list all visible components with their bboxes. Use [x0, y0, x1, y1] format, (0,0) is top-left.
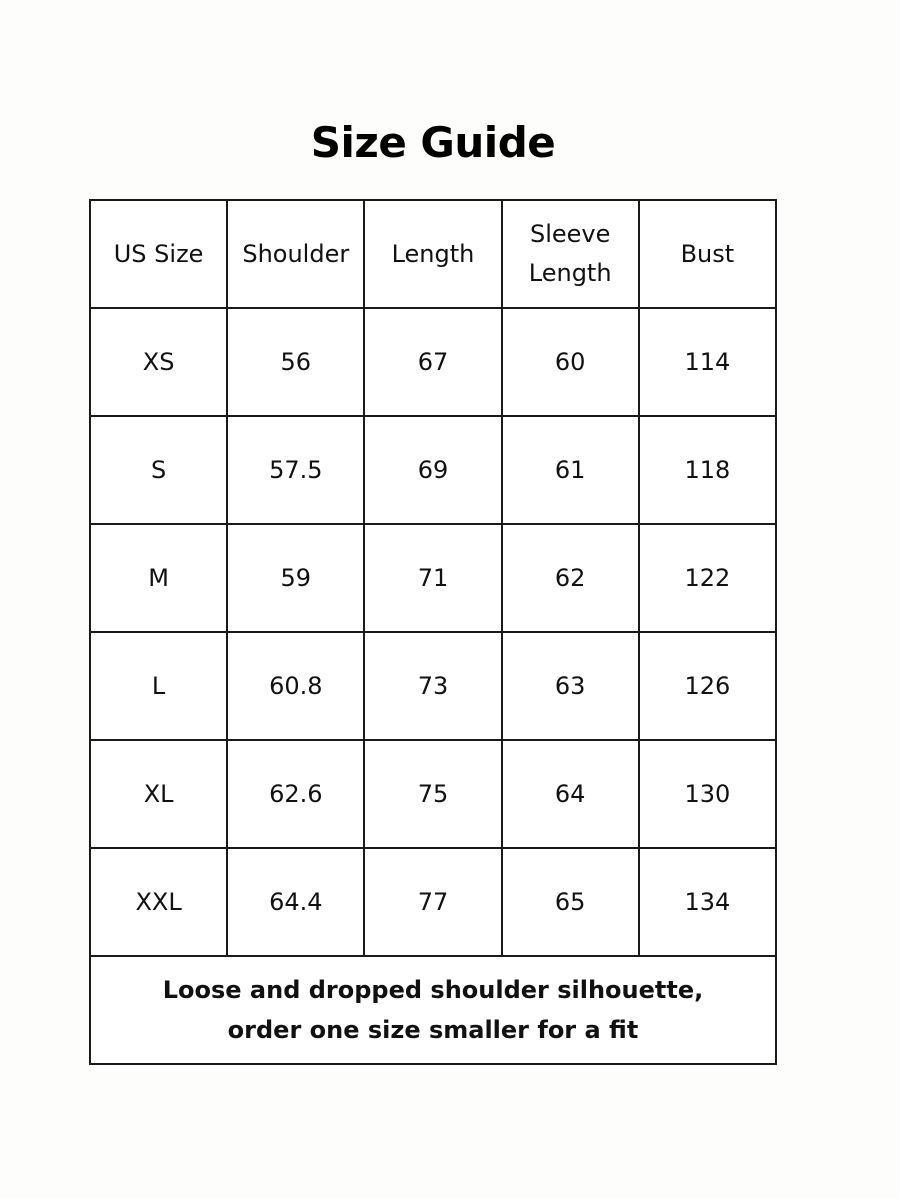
- header-label: Bust: [680, 239, 735, 268]
- cell-bust: 126: [639, 632, 776, 740]
- cell-length: 71: [364, 524, 501, 632]
- header-row: [90, 200, 776, 308]
- header-label: US Size: [113, 239, 204, 268]
- cell-us-size: XL: [90, 740, 227, 848]
- header-label: Sleeve: [529, 220, 611, 248]
- size-chart-table: [89, 199, 777, 1065]
- cell-us-size: S: [90, 416, 227, 524]
- cell-length: 73: [364, 632, 501, 740]
- header-length: [364, 200, 501, 308]
- cell-shoulder: 59: [227, 524, 364, 632]
- fit-note-line2: order one size smaller for a fit: [227, 1016, 639, 1044]
- table-row: [90, 308, 776, 416]
- cell-bust: 122: [639, 524, 776, 632]
- cell-us-size: XS: [90, 308, 227, 416]
- table-row: [90, 524, 776, 632]
- cell-sleeve-length: 62: [502, 524, 639, 632]
- note-row: [90, 956, 776, 1064]
- table-header: [90, 200, 776, 308]
- header-label: Shoulder: [242, 239, 350, 268]
- cell-length: 69: [364, 416, 501, 524]
- cell-length: 77: [364, 848, 501, 956]
- header-sleeve-length: [502, 200, 639, 308]
- cell-sleeve-length: 64: [502, 740, 639, 848]
- header-bust: [639, 200, 776, 308]
- cell-shoulder: 57.5: [227, 416, 364, 524]
- fit-note: [90, 956, 776, 1064]
- header-label-line2: Length: [528, 259, 612, 287]
- table-row: [90, 848, 776, 956]
- cell-shoulder: 60.8: [227, 632, 364, 740]
- cell-bust: 134: [639, 848, 776, 956]
- cell-sleeve-length: 65: [502, 848, 639, 956]
- cell-sleeve-length: 60: [502, 308, 639, 416]
- cell-us-size: L: [90, 632, 227, 740]
- header-us-size: [90, 200, 227, 308]
- table-row: [90, 632, 776, 740]
- fit-note-line1: Loose and dropped shoulder silhouette,: [162, 976, 704, 1004]
- cell-length: 67: [364, 308, 501, 416]
- cell-us-size: M: [90, 524, 227, 632]
- header-label: Length: [391, 239, 475, 268]
- cell-shoulder: 64.4: [227, 848, 364, 956]
- cell-shoulder: 62.6: [227, 740, 364, 848]
- cell-us-size: XXL: [90, 848, 227, 956]
- cell-bust: 130: [639, 740, 776, 848]
- cell-sleeve-length: 61: [502, 416, 639, 524]
- page-title: Size Guide: [310, 118, 556, 167]
- header-shoulder: [227, 200, 364, 308]
- cell-length: 75: [364, 740, 501, 848]
- cell-bust: 118: [639, 416, 776, 524]
- table-row: [90, 416, 776, 524]
- table-row: [90, 740, 776, 848]
- table-body: [90, 308, 776, 1064]
- cell-bust: 114: [639, 308, 776, 416]
- cell-shoulder: 56: [227, 308, 364, 416]
- cell-sleeve-length: 63: [502, 632, 639, 740]
